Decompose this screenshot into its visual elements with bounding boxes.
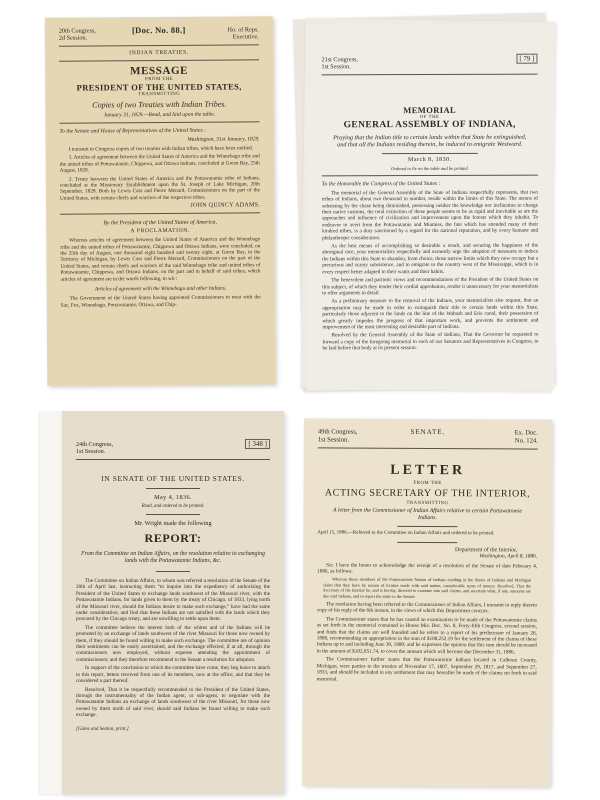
- doc1-president: PRESIDENT OF THE UNITED STATES,: [76, 81, 242, 93]
- doc2-session: 1st Session.: [321, 63, 351, 71]
- doc1-paragraph: I transmit to Congress copies of two treaties with Indian tribes, which have been ratified.: [68, 145, 254, 153]
- doc1-articles-line: Articles of agreement with the Winnebago and other Indians.: [94, 285, 227, 293]
- doc2-rule-2: [382, 153, 478, 154]
- document-senate-report: [62, 411, 284, 794]
- doc1-doc-number: [Doc. No. 88.]: [131, 24, 186, 36]
- doc2-subtitle: Praying that the Indian title to certain lands within that State be extinguished, and that all the Indians residing therein, be induced to emigrate Westward.: [333, 133, 527, 149]
- doc1-transmitting: TRANSMITTING: [138, 91, 181, 98]
- doc1-proclamation: A PROCLAMATION.: [130, 228, 190, 235]
- doc4-rule: [318, 448, 538, 450]
- doc4-doc-number: No. 124.: [514, 437, 538, 445]
- doc1-dateline: Washington, 31st January, 1829.: [187, 136, 260, 143]
- doc2-paragraph: Resolved by the General Assembly of the State of Indiana, That the Governor be requested to forward a copy of the foregoing memorial to each of our Senators and Representatives in Congress, to be laid before that body at its present session.: [322, 331, 539, 352]
- doc3-made-following: Mr. Wright made the following: [134, 520, 212, 527]
- doc4-rule-2: [397, 526, 457, 527]
- doc2-title: GENERAL ASSEMBLY OF INDIANA,: [343, 119, 516, 131]
- doc3-rule: [76, 459, 270, 460]
- doc1-paragraph: 2. Treaty between the United States of America and the Pottawatamie tribe of Indians, concluded at the Missionary Establishment upon the St. Joseph of Lake Michigan, 20th September, 1828. Both by Lewis Cass and Pierre Menard, Commissioners on the part of the United States, with certain chiefs and warriors of the respective tribes.: [59, 174, 260, 202]
- doc3-rule-3: [146, 514, 200, 515]
- doc2-memorial: MEMORIAL: [403, 104, 457, 116]
- document-memorial-indiana: [305, 24, 554, 391]
- doc1-title: MESSAGE: [130, 64, 189, 78]
- doc2-congress: 21st Congress,: [321, 56, 358, 64]
- doc4-paragraph: Sir: I have the honor to acknowledge the receipt of a resolution of the Senate of date February 4, 1886, as follows:: [317, 562, 538, 575]
- doc4-dept-date: Washington, April 8, 1886.: [479, 552, 538, 560]
- doc1-paragraph: 1. Articles of agreement between the United States of America and the Winnebago tribe and the united tribes of Pottawatamie, Chippewa, and Ottawa Indians, concluded at Green Bay, 25th August, 1828.: [59, 153, 260, 174]
- doc3-printer: [Gales and Seaton, print.]: [76, 726, 129, 732]
- doc2-rule-3: [322, 174, 538, 176]
- doc3-paragraph: The Committee on Indian Affairs, to whom was referred a resolution of the Senate of the 20th of April last, instructing them “to inquire into the expediency of authorizing the President of the United States to exchange lands southwest of the Missouri river, with the Pottawatamie Indians, for lands given to them by the treaty of Chicago, of 1833, lying north of the Missouri river, should the Indians desire to make such exchange,” have had the same under consideration, and find that these Indians are not satisfied with the lands which they procured by the Chicago treaty, and are unwilling to settle upon them.: [76, 578, 270, 623]
- doc4-ex-doc: Ex. Doc.: [514, 429, 538, 437]
- doc4-transmitting: TRANSMITTING: [406, 501, 449, 507]
- doc1-header: [59, 26, 259, 41]
- doc3-rule-4: [156, 571, 190, 572]
- doc4-title: LETTER: [390, 462, 466, 479]
- doc1-address: To the Senate and House of Representatives of the United States :: [59, 127, 206, 135]
- doc1-signature: JOHN QUINCY ADAMS.: [190, 202, 261, 210]
- doc1-executive: Executive.: [232, 33, 259, 41]
- doc2-date-sub: Ordered to lie on the table and be printed.: [391, 165, 469, 171]
- doc2-header: [321, 56, 537, 71]
- doc1-rule-3: [59, 121, 259, 123]
- doc4-rule-3: [397, 541, 457, 542]
- doc3-date: May 4, 1836.: [154, 494, 192, 501]
- doc2-date: March 8, 1830.: [407, 156, 452, 163]
- doc1-rule-2: [59, 59, 259, 61]
- doc1-section: INDIAN TREATIES.: [129, 49, 189, 57]
- doc1-subtitle: Copies of two Treaties with Indian Tribes.: [92, 99, 227, 110]
- doc4-header: [318, 428, 538, 444]
- doc1-final-text: The Government of the United States having appointed Commissioners to treat with the Sac, Fox, Winnebago, Pottawatamie, Ottawa, and Chip-: [60, 294, 261, 309]
- doc4-paragraph: The Commissioner states that he has caused an examination to be made of the Pottawatomie claims as set forth in the memorial contained in House Mis. Doc. No. 8, Forty-fifth Congress, second session, and finds that the claims are well founded and he refers to a report of his predecessor of January 26, 1880, recommending an appropriation in the sum of $108,252.19 for the settlement of the claims of these Indians up to and including June 30, 1880; and he expresses the opinion that this sum should be increased in the amount of $102,651.74, to cover the amount which will become due December 31, 1886.: [316, 616, 537, 656]
- doc3-paragraph: In support of the conclusion to which the committee have come, they beg leave to attach to this report, letters received from one of its members, now at the office, and that they be considered a part thereof.: [76, 665, 270, 685]
- doc2-page-number: [ 79 ]: [516, 54, 537, 64]
- doc4-description: A letter from the Commissioner of Indian Affairs relative to certain Pottawatomie Indians.: [333, 507, 522, 522]
- doc3-subtitle: From the Committee on Indian Affairs, on the resolution relative to exchanging lands with the Pottawatamie Indians, &c.: [81, 551, 265, 564]
- doc3-heading: IN SENATE OF THE UNITED STATES.: [101, 474, 245, 483]
- doc3-paragraph: Resolved, That it be respectfully recommended to the President of the United States, through the instrumentality of the Indian agent, or sub-agent, to negotiate with the Pottawatamie Indians an exchange of lands southwest of the river Missouri, for those now owned by them north of said river, should said Indians be found willing to make such exchange.: [76, 686, 270, 719]
- doc3-session: 1st Session.: [76, 448, 106, 455]
- doc3-page-number: [ 348 ]: [245, 439, 270, 449]
- doc1-congress: 20th Congress,: [58, 27, 96, 35]
- doc1-house: Ho. of Reps.: [227, 26, 259, 34]
- doc2-paragraph: As the best means of accomplishing so desirable a result, and securing the happiness of the aboriginal race, your memorialists respectfully and earnestly urge the adoption of measures to induce the Indians within this State to abandon, from choice, those narrow limits which they now occupy but a precarious and scanty subsistence, and to emigrate to the country west of the Mississippi, which is in every respect better adapted to their wants and their habits.: [322, 242, 539, 276]
- doc4-congress: 49th Congress,: [317, 428, 358, 436]
- doc4-from-the: FROM THE: [413, 481, 442, 487]
- doc1-session: 2d Session.: [58, 34, 88, 42]
- doc3-paragraph: The committee believe the interest both of the whites and of the Indians will be promoted by an exchange of lands southwest of the river Missouri for those now owned by them, if they should be found willing to make such exchange. The committee are of opinion their sentiments can be easily ascertained, and the exchange effected, if at all, through the commissioners now employed, without expense attending the appointment of commissioners; and they therefore recommend to the Senate a resolution for adoption.: [76, 624, 270, 663]
- doc3-rule-2: [146, 488, 200, 489]
- doc2-of-the: OF THE: [419, 114, 440, 121]
- doc1-rule-4: [60, 213, 260, 215]
- doc1-rule: [59, 44, 259, 46]
- doc1-proclamation-text: Whereas articles of agreement between the United States of America and the Winnebago tribe and the united tribes of Pottawatamie, Chippewa and Ottawa Indians, were concluded, on the 25th day of August, one thousand eight hundred and twenty eight, at Green Bay, in the Territory of Michigan, by Lewis Cass and Pierre Menard, Commissioners on the part of the United States, and certain chiefs and warriors of the said Winnebago tribe and united tribes of Pottawatamie, Chippewa, and Ottawa Indians, on the part and in behalf of said tribes, which articles of agreement are in the words following, to wit :: [60, 236, 261, 283]
- document-message-president: [45, 16, 276, 386]
- doc2-paragraph: As a preliminary measure to the removal of the Indians, your memorialists also request, that an appropriation may be made in order to extinguish their title to certain lands within this State, particularly those adjacent to the lands on the line of the Wabash and Erie canal, their possession of which greatly impedes the progress of that important work, and prevents the settlement and improvement of the most interesting and desirable part of Indiana.: [322, 297, 539, 331]
- doc1-from: FROM THE: [145, 76, 174, 83]
- doc3-title: REPORT:: [144, 531, 202, 545]
- doc1-proclamation-by: By the President of the United States of America,: [103, 219, 217, 227]
- doc4-paragraph: The Commissioner further states that the Pottawatomie Indians located in Calhoun County, Michigan, were parties to the treaties of November 17, 1807, September 29, 1817, and September 27, 1833, and should be included in any settlement that may hereafter be made of the claims set forth in said memorial.: [316, 656, 537, 683]
- doc3-congress: 24th Congress,: [76, 441, 114, 448]
- document-letter-interior: [302, 418, 552, 786]
- doc2-paragraph: The memorial of the General Assembly of the State of Indiana respectfully represents, that two tribes of Indians, about two thousand in number, reside within the limits of this State. The means of subsisting by the chase being diminished, possessing neither the knowledge nor inclination to change their native customs, the total extinction of these people seems to be as rapid and inevitable as are the approaches and influence of civilization and improvement upon the forests which they inhabit. To endeavor to avert from the Pottawatamie and Miamies, the fate which has attended many of their kindred tribes, is a duty sanctioned by a regard for the national reputation, and by every humane and philanthropic consideration.: [321, 189, 539, 242]
- doc4-resolution-quote: Whereas those members of the Pottawatomie Nation of Indians residing in the States of Indiana and Michigan claim that they have by reason of treaties made with said nation, considerable sums of money: Resolved, That the Secretary of the Interior be, and is hereby, directed to examine into said claims, and ascertain what, if any, amounts are due said Indians, and to report the same to the Senate.: [323, 576, 532, 599]
- doc2-paragraph: The benevolent and patriotic views and recommendations of the President of the United States on this subject, of which they tender their cordial approbation, render it unnecessary for your memorialists to offer arguments in detail.: [322, 276, 539, 297]
- doc3-date-sub: Read, and ordered to be printed.: [141, 504, 205, 509]
- doc4-department: Department of the Interior,: [455, 546, 518, 554]
- doc4-subtitle: ACTING SECRETARY OF THE INTERIOR,: [324, 487, 531, 500]
- doc4-paragraph: The resolution having been referred to the Commissioner of Indian Affairs, I transmit in reply thereto copy of his reply of the 6th instant, in the views of which this Department concurs.: [316, 601, 538, 615]
- doc1-date: January 31, 1829.—Read, and laid upon the table.: [103, 111, 216, 119]
- doc2-address: To the Honorable the Congress of the United States :: [321, 180, 441, 188]
- doc4-senate: SENATE.: [410, 427, 446, 437]
- doc2-rule: [322, 74, 538, 76]
- doc3-header: [76, 441, 270, 455]
- doc4-date-line: April 15, 1886.—Referred to the Committee on Indian Affairs and ordered to be printed.: [317, 530, 495, 537]
- doc4-session: 1st Session.: [317, 436, 350, 444]
